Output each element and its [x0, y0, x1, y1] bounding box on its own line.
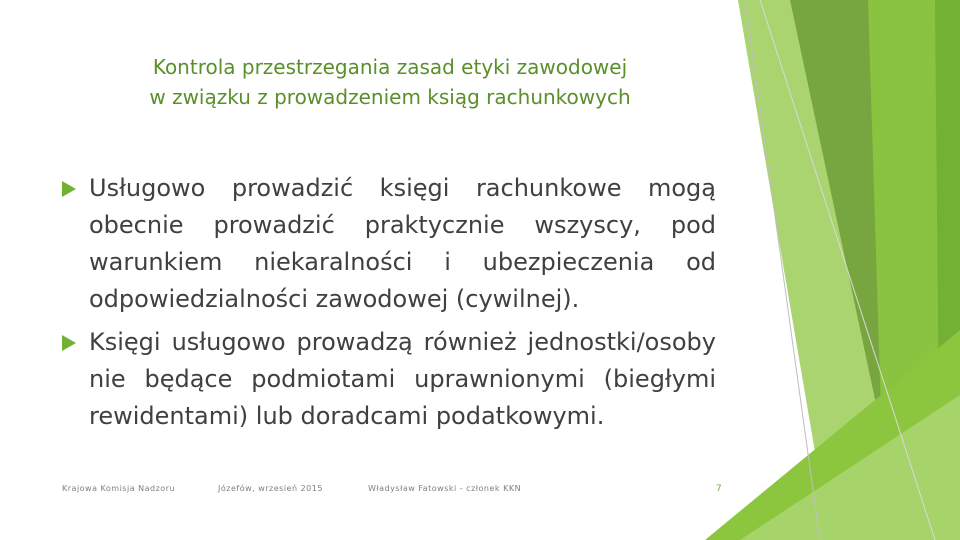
- bullet-text: Księgi usługowo prowadzą również jednostki/osoby nie będące podmiotami uprawnionymi (biegłymi rewidentami) lub doradcami podatkowymi.: [89, 328, 716, 430]
- bullet-arrow-icon: [62, 335, 76, 351]
- bullet-arrow-icon: [62, 181, 76, 197]
- footer-organization: Krajowa Komisja Nadzoru: [62, 484, 176, 493]
- footer-author: Władysław Fatowski - członek KKN: [368, 484, 522, 493]
- bullet-list: [62, 170, 716, 441]
- title-line-1: Kontrola przestrzegania zasad etyki zawodowej: [152, 55, 628, 79]
- title-line-2: w związku z prowadzeniem ksiąg rachunkowych: [149, 85, 631, 109]
- bullet-item: [62, 324, 716, 435]
- bullet-text: Usługowo prowadzić księgi rachunkowe mogą obecnie prowadzić praktycznie wszyscy, pod warunkiem niekaralności i ubezpieczenia od odpowiedzialności zawodowej (cywilnej).: [89, 174, 716, 313]
- footer-date: Józefów, wrzesień 2015: [218, 484, 323, 493]
- slide-title: [100, 52, 680, 112]
- page-number: 7: [716, 484, 723, 494]
- bullet-item: [62, 170, 716, 318]
